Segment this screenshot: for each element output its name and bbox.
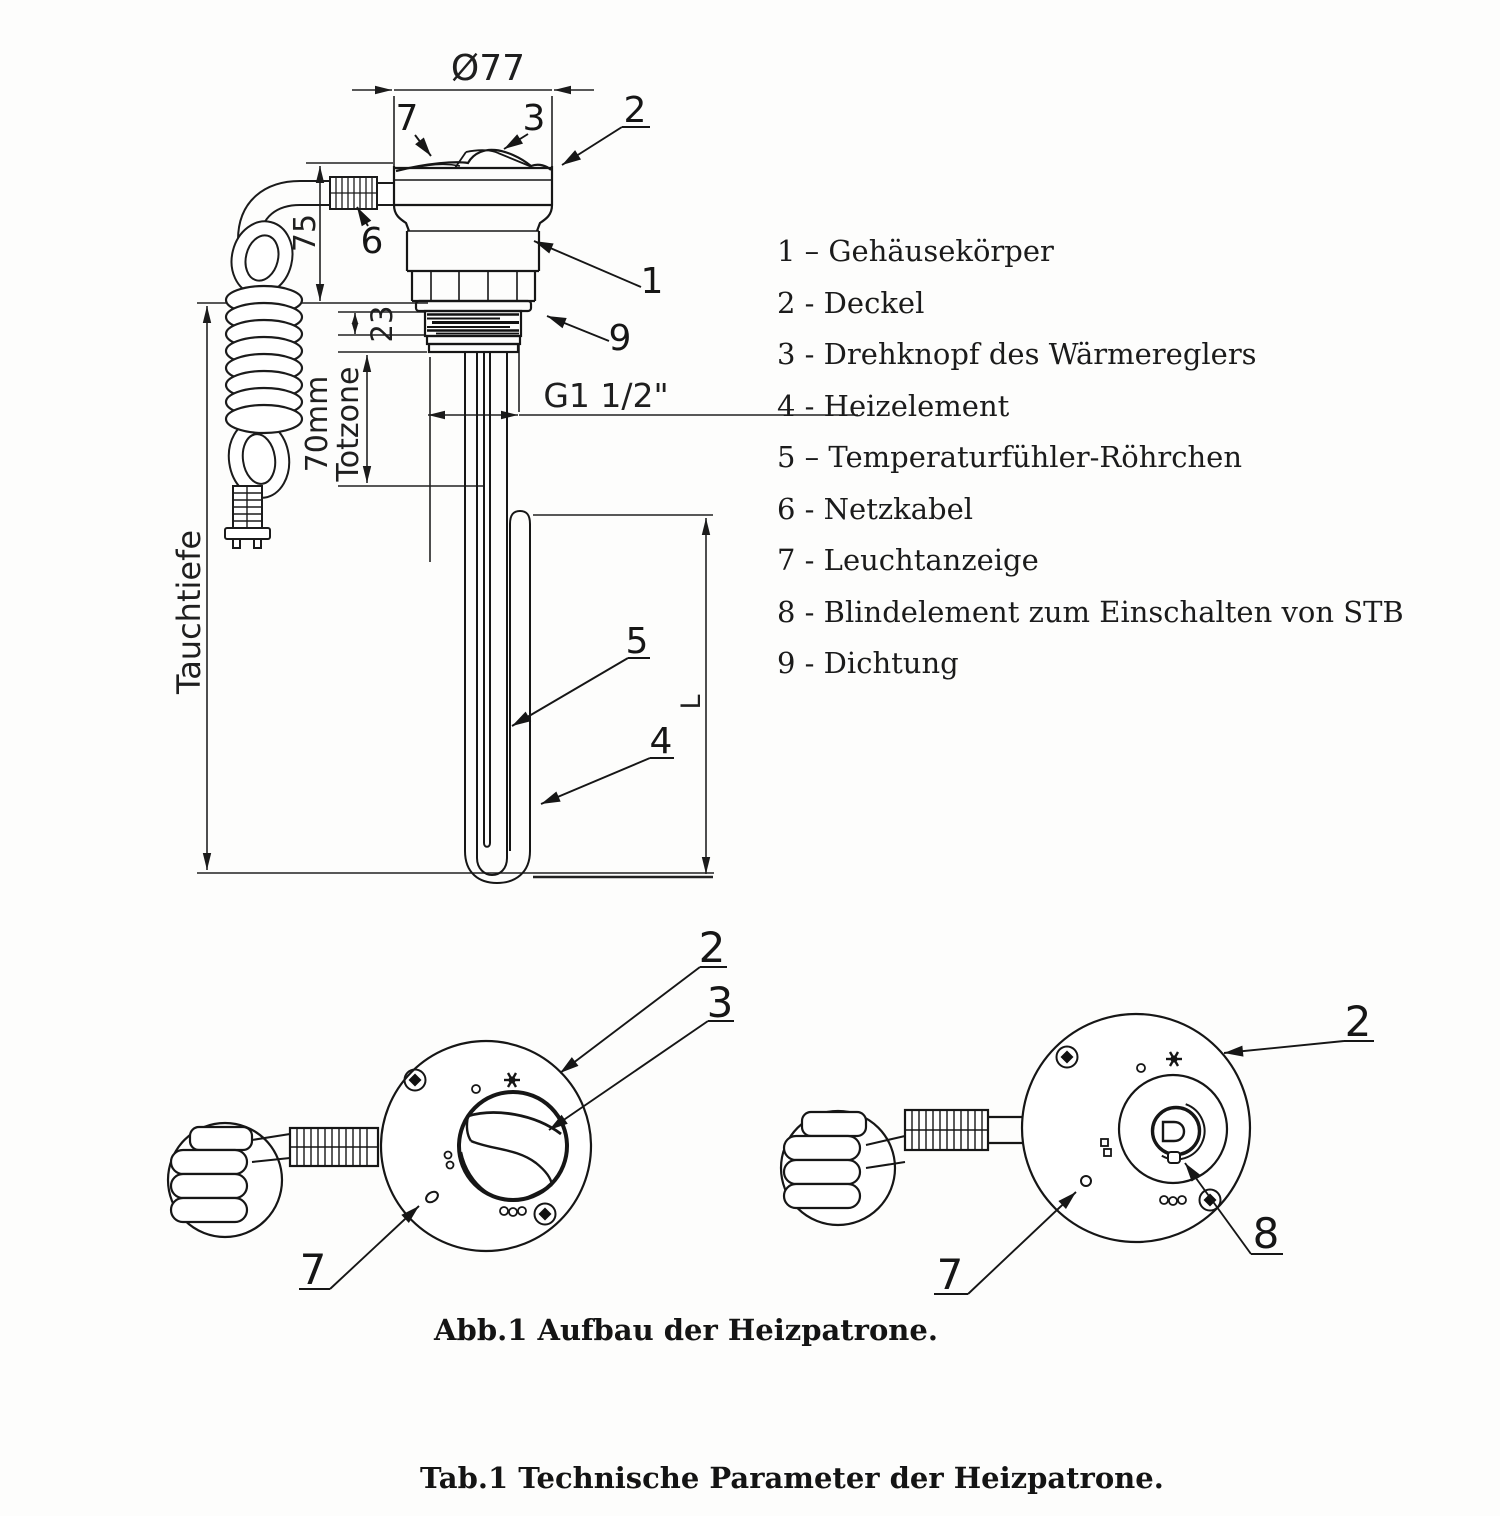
callout-2-bottom-left: 2 <box>698 923 726 972</box>
callout-3-bottom-left: 3 <box>706 978 734 1027</box>
callout-4-side: 4 <box>649 721 673 762</box>
side-view-housing <box>394 150 552 352</box>
callout-2-side: 2 <box>623 90 647 131</box>
dim-75-label: 75 <box>288 213 323 253</box>
callout-9-side: 9 <box>608 318 632 359</box>
thread-section <box>425 311 521 336</box>
callout-1-side: 1 <box>640 261 664 302</box>
figure-caption: Abb.1 Aufbau der Heizpatrone. <box>434 1313 938 1347</box>
dim-23-label: 23 <box>365 305 399 343</box>
callout-3-side: 3 <box>522 98 546 139</box>
legend-item-9: 9 - Dichtung <box>777 646 959 680</box>
callout-2-bottom-right: 2 <box>1344 997 1372 1046</box>
dim-tauchtiefe-label: Tauchtiefe <box>170 529 208 695</box>
dim-totzone-label: Totzone <box>331 366 366 482</box>
side-view-heating-tube <box>465 352 530 883</box>
legend-item-3: 3 - Drehknopf des Wärmereglers <box>777 337 1257 371</box>
bottom-view-with-blind-element <box>781 1014 1374 1294</box>
callout-8-bottom-right: 8 <box>1252 1209 1280 1258</box>
bottom-view-with-knob <box>168 967 734 1289</box>
legend-item-6: 6 - Netzkabel <box>777 491 974 526</box>
legend-item-5: 5 – Temperaturfühler-Röhrchen <box>777 440 1242 474</box>
table-caption: Tab.1 Technische Parameter der Heizpatrone. <box>420 1461 1164 1495</box>
side-view-dimensions <box>197 90 858 877</box>
legend-item-7: 7 - Leuchtanzeige <box>777 543 1039 577</box>
callout-6-side: 6 <box>360 221 384 262</box>
callout-5-side: 5 <box>625 621 649 662</box>
dim-diameter-label: Ø77 <box>450 48 526 89</box>
legend-item-8: 8 - Blindelement zum Einschalten von STB <box>777 594 1404 629</box>
dim-70mm-label: 70mm <box>300 375 335 473</box>
callout-7-bottom-left: 7 <box>299 1245 327 1294</box>
legend-item-1: 1 – Gehäusekörper <box>777 234 1054 268</box>
dim-length-label: L <box>676 694 707 710</box>
callout-7-side: 7 <box>395 98 419 139</box>
side-view-callouts <box>357 127 674 804</box>
callout-7-bottom-right: 7 <box>936 1250 964 1299</box>
legend-item-2: 2 - Deckel <box>777 285 925 320</box>
legend-item-4: 4 - Heizelement <box>777 388 1010 423</box>
legend <box>777 226 1404 690</box>
dim-thread-label: G1 1/2" <box>543 376 669 415</box>
